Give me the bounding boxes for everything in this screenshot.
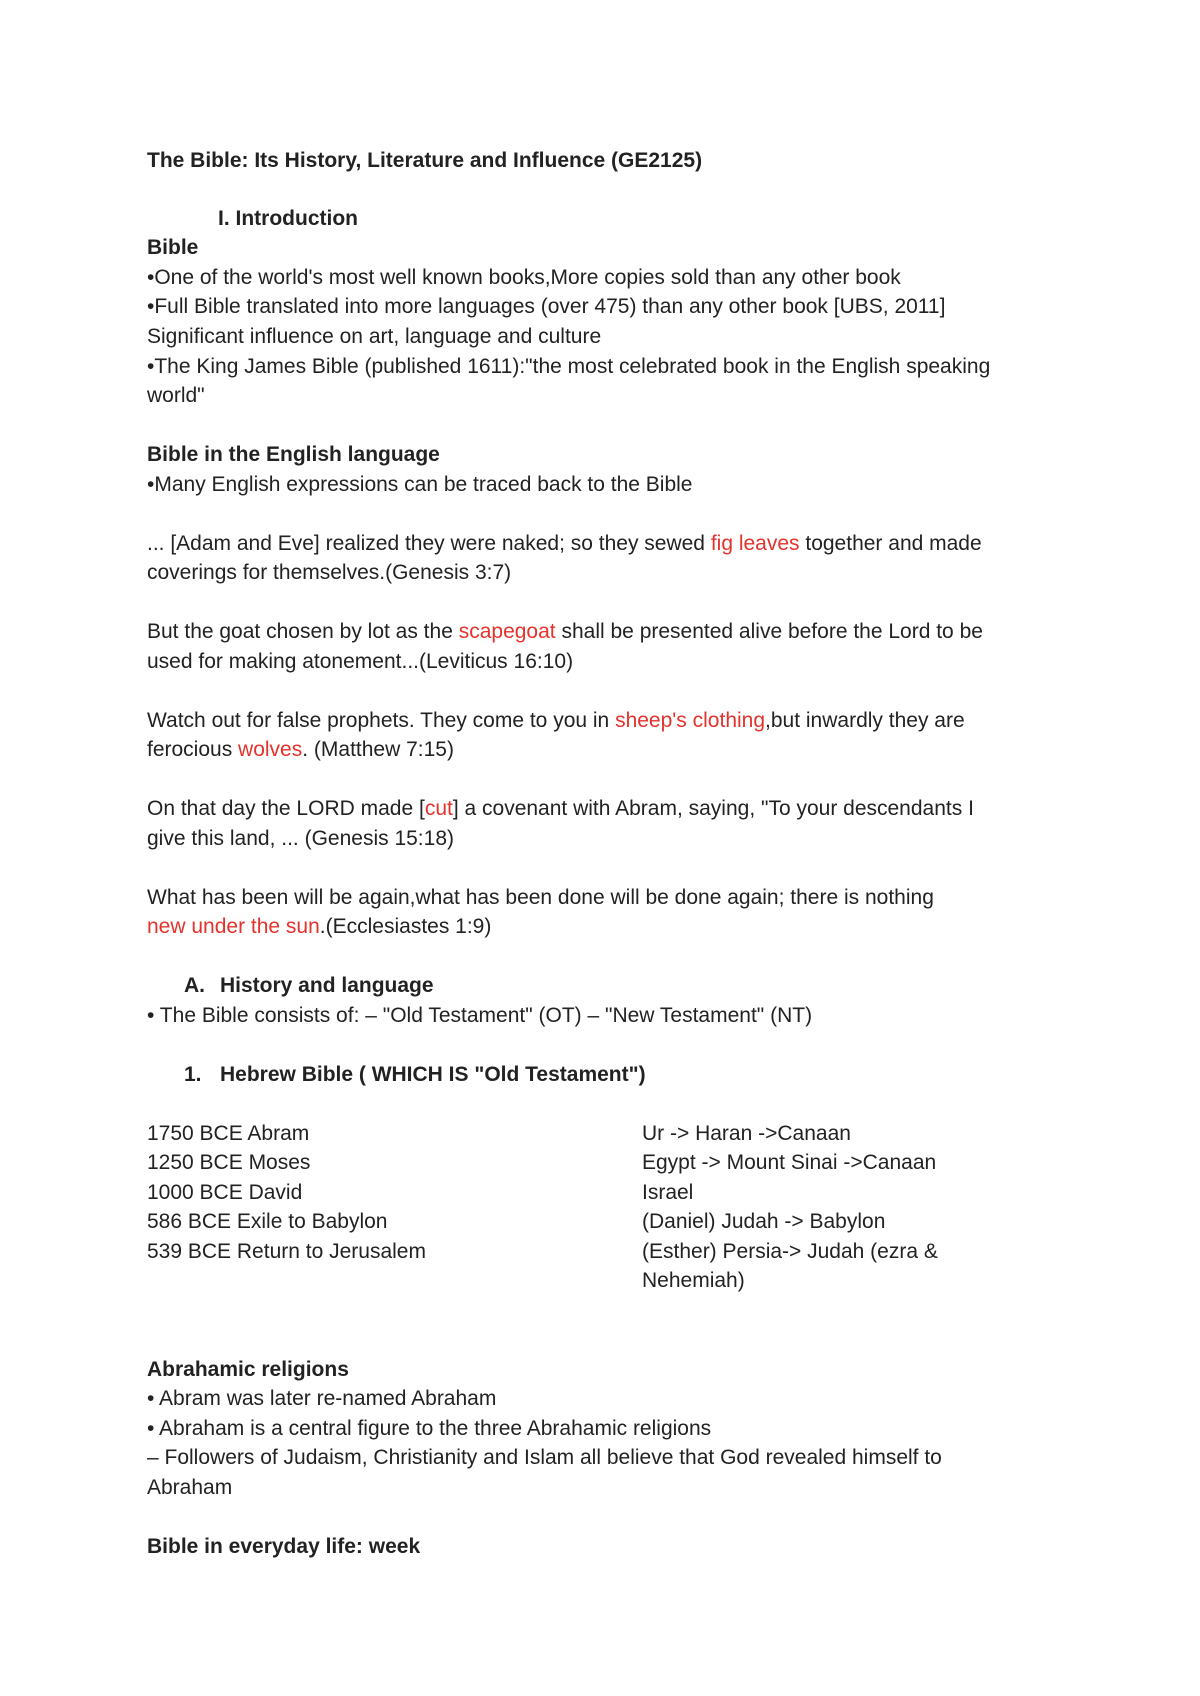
quote-genesis-15-line1: On that day the LORD made [cut] a covenant with Abram, saying, "To your descendants I [147,797,974,820]
timeline-place: Nehemiah) [642,1269,745,1292]
highlighted-phrase: sheep's clothing [615,709,766,732]
bullet-line: world" [147,384,205,407]
document-title: The Bible: Its History, Literature and Influence (GE2125) [147,149,703,172]
quote-genesis-3-line1: ... [Adam and Eve] realized they were naked; so they sewed fig leaves together and made [147,532,982,555]
quote-ecclesiastes-line2: new under the sun.(Ecclesiastes 1:9) [147,915,492,938]
quote-matthew-line1: Watch out for false prophets. They come to you in sheep's clothing,but inwardly they are [147,709,965,732]
quote-leviticus-line2: used for making atonement...(Leviticus 16:10) [147,650,574,673]
bullet-line: Abraham [147,1476,233,1499]
bullet-line: •The King James Bible (published 1611):"the most celebrated book in the English speaking [147,355,991,378]
highlighted-phrase: wolves [238,738,303,761]
timeline-date: 1750 BCE Abram [147,1122,310,1145]
highlighted-phrase: cut [424,797,453,820]
timeline-place: Israel [642,1181,694,1204]
section-heading-history-language: A. History and language [184,974,434,997]
quote-genesis-3-line2: coverings for themselves.(Genesis 3:7) [147,561,512,584]
timeline-date: 586 BCE Exile to Babylon [147,1210,388,1233]
bullet-line: •One of the world's most well known books,More copies sold than any other book [147,266,901,289]
bullet-line: • Abram was later re-named Abraham [147,1387,497,1410]
bullet-line: •Full Bible translated into more languages (over 475) than any other book [UBS, 2011] [147,295,946,318]
timeline-date: 1250 BCE Moses [147,1151,311,1174]
bullet-line: – Followers of Judaism, Christianity and Islam all believe that God revealed himself to [147,1446,942,1469]
quote-matthew-line2: ferocious wolves. (Matthew 7:15) [147,738,454,761]
bullet-line: • The Bible consists of: – "Old Testament" (OT) – "New Testament" (NT) [147,1004,813,1027]
highlighted-phrase: scapegoat [458,620,556,643]
subsection-heading-hebrew-bible: 1. Hebrew Bible ( WHICH IS "Old Testament") [184,1063,646,1086]
timeline-place: Ur -> Haran ->Canaan [642,1122,851,1145]
timeline-date: 539 BCE Return to Jerusalem [147,1240,426,1263]
timeline-place: Egypt -> Mount Sinai ->Canaan [642,1151,937,1174]
bullet-line: • Abraham is a central figure to the three Abrahamic religions [147,1417,712,1440]
bullet-line: Significant influence on art, language and culture [147,325,602,348]
quote-leviticus-line1: But the goat chosen by lot as the scapegoat shall be presented alive before the Lord to be [147,620,983,643]
subheading-bible: Bible [147,236,199,259]
subheading-bible-everyday-life: Bible in everyday life: week [147,1535,421,1558]
subheading-bible-english-language: Bible in the English language [147,443,440,466]
timeline-place: (Esther) Persia-> Judah (ezra & [642,1240,938,1263]
subheading-abrahamic-religions: Abrahamic religions [147,1358,349,1381]
highlighted-phrase: new under the sun [147,915,320,938]
quote-genesis-15-line2: give this land, ... (Genesis 15:18) [147,827,454,850]
timeline-place: (Daniel) Judah -> Babylon [642,1210,886,1233]
highlighted-phrase: fig leaves [710,532,800,555]
timeline-date: 1000 BCE David [147,1181,303,1204]
bullet-line: •Many English expressions can be traced back to the Bible [147,473,693,496]
section-heading-introduction: I. Introduction [218,207,358,230]
quote-ecclesiastes-line1: What has been will be again,what has been done will be done again; there is nothing [147,886,934,909]
